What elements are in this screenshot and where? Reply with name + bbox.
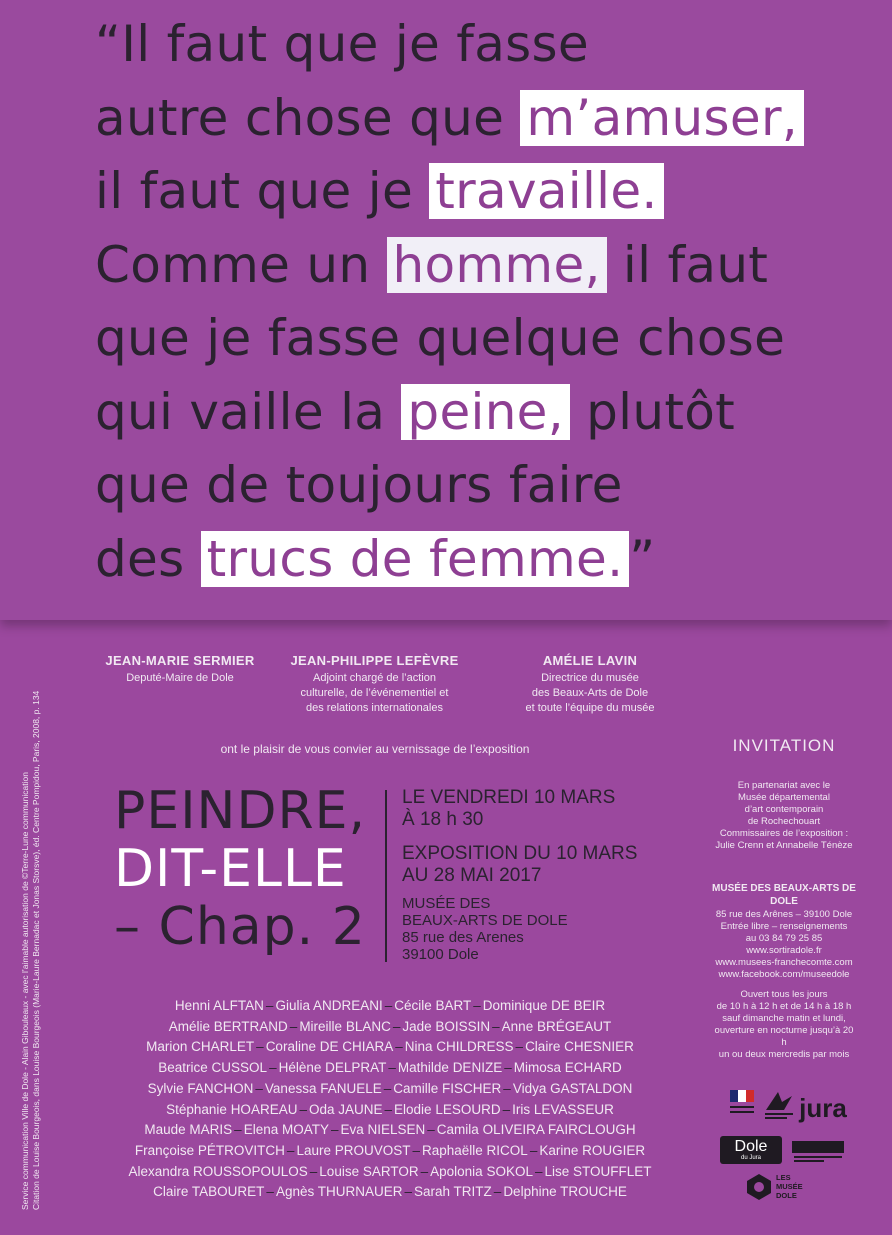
museum-info: 85 rue des Arênes – 39100 Dole xyxy=(715,909,853,920)
venue-line: MUSÉE DES xyxy=(402,895,491,912)
partner-line: Julie Crenn et Annabelle Ténèze xyxy=(715,840,853,851)
artist-last-name: PROUVOST xyxy=(334,1142,411,1158)
venue xyxy=(402,895,637,963)
artist-last-name: TABOURET xyxy=(191,1184,265,1200)
artist-last-name: ROUGIER xyxy=(582,1142,646,1158)
quote-segment: qui vaille la xyxy=(95,382,402,441)
quote-segment: il faut que je xyxy=(95,162,430,220)
artist-first-name: Iris xyxy=(512,1101,534,1117)
quote-segment: que je fasse quelque chose xyxy=(95,309,786,367)
musee-de-france-logo xyxy=(746,1173,772,1201)
quote-highlight: peine, xyxy=(401,384,570,440)
artist-first-name: Stéphanie xyxy=(166,1101,231,1117)
title-line: DIT-ELLE xyxy=(114,839,347,899)
opening-hours: sauf dimanche matin et lundi, xyxy=(722,1013,846,1024)
artist-separator: – xyxy=(309,1163,318,1179)
artist-first-name: Apolonia xyxy=(430,1163,487,1179)
artist-row xyxy=(80,1017,700,1038)
artist-first-name: Sarah xyxy=(414,1184,454,1200)
signatory-role: Directrice du musée xyxy=(541,672,639,684)
artist-last-name: CHESNIER xyxy=(564,1039,634,1055)
artist-last-name: CUSSOL xyxy=(211,1060,268,1076)
event-time: À 18 h 30 xyxy=(402,809,484,830)
artist-list xyxy=(80,996,700,1203)
quote-line xyxy=(95,229,804,303)
artist-first-name: Claire xyxy=(153,1184,192,1200)
artist-first-name: Camille xyxy=(393,1080,443,1096)
musees-logo-text: MUSÉE xyxy=(776,1181,803,1191)
artist-separator: – xyxy=(420,1163,429,1179)
quote-highlight: travaille. xyxy=(429,163,663,219)
artist-last-name: TROUCHE xyxy=(560,1184,627,1200)
artist-separator: – xyxy=(534,1163,543,1179)
artist-first-name: Sylvie xyxy=(147,1080,188,1096)
museum-link: www.musees-franchecomte.com xyxy=(715,957,853,968)
artist-first-name: Anne xyxy=(501,1018,537,1034)
artist-first-name: Agnès xyxy=(275,1184,318,1200)
artist-first-name: Jade xyxy=(402,1018,436,1034)
exhibition-dates: EXPOSITION DU 10 MARS xyxy=(402,843,638,864)
signatory-1 xyxy=(95,653,265,686)
artist-last-name: LEVASSEUR xyxy=(533,1101,614,1117)
artist-last-name: ALFTAN xyxy=(213,998,264,1013)
artist-separator: – xyxy=(395,1039,403,1055)
opening-hours: un ou deux mercredis par mois xyxy=(718,1049,850,1060)
artist-last-name: JAUNE xyxy=(338,1101,383,1117)
partner-line: En partenariat avec le xyxy=(737,780,831,791)
artist-separator: – xyxy=(493,1184,502,1200)
artist-last-name: SARTOR xyxy=(362,1163,419,1179)
signatory-2 xyxy=(287,653,462,716)
artist-last-name: FISCHER xyxy=(442,1080,502,1096)
artist-first-name: Mathilde xyxy=(397,1060,453,1076)
quote-segment: plutôt xyxy=(569,382,736,441)
artist-last-name: LESOURD xyxy=(435,1101,501,1117)
museum-label-logo xyxy=(790,1139,846,1163)
artist-last-name: BLANC xyxy=(345,1018,391,1034)
artist-separator: – xyxy=(289,1018,298,1034)
artist-last-name: ANDREANI xyxy=(312,998,383,1013)
artist-first-name: Eva xyxy=(340,1122,368,1138)
artist-first-name: Mireille xyxy=(299,1018,346,1034)
artist-last-name: NIELSEN xyxy=(367,1122,426,1138)
artist-first-name: Giulia xyxy=(275,998,313,1013)
quote-segment: des xyxy=(95,529,201,588)
artist-last-name: THURNAUER xyxy=(317,1184,403,1200)
invitation-heading: INVITATION xyxy=(732,736,836,755)
invitation-sidebar xyxy=(712,736,856,1061)
artist-first-name: Françoise xyxy=(134,1142,198,1158)
quote-highlight: trucs de femme. xyxy=(201,531,630,587)
artist-row xyxy=(80,1100,700,1121)
museum-link: www.facebook.com/museedole xyxy=(718,969,850,980)
artist-first-name: Amélie xyxy=(168,1018,214,1034)
artist-separator: – xyxy=(255,1080,263,1096)
artist-separator: – xyxy=(330,1122,339,1138)
artist-last-name: STOUFFLET xyxy=(573,1163,652,1179)
venue-line: 39100 Dole xyxy=(402,946,479,963)
artist-first-name: Henni xyxy=(174,998,214,1013)
artist-separator: – xyxy=(529,1142,538,1158)
artist-first-name: Vanessa xyxy=(264,1080,321,1096)
artist-last-name: DE CHIARA xyxy=(319,1039,394,1055)
quote-line xyxy=(95,449,804,523)
credits xyxy=(20,691,42,1210)
artist-last-name: BRÉGEAUT xyxy=(536,1018,612,1034)
signatory-name: JEAN-PHILIPPE LEFÈVRE xyxy=(290,653,459,668)
artist-last-name: DENIZE xyxy=(452,1060,503,1076)
artist-first-name: Coraline xyxy=(265,1039,320,1055)
artist-first-name: Louise xyxy=(319,1163,363,1179)
title-divider xyxy=(385,790,387,962)
artist-first-name: Cécile xyxy=(394,998,436,1013)
artist-last-name: CHARLET xyxy=(191,1039,255,1055)
artist-first-name: Hélène xyxy=(278,1060,326,1076)
artist-last-name: GASTALDON xyxy=(550,1080,633,1096)
artist-last-name: RICOL xyxy=(486,1142,528,1158)
artist-first-name: Vidya xyxy=(512,1080,551,1096)
musees-logo-text: DOLE xyxy=(776,1190,797,1200)
quote-highlight: homme, xyxy=(387,237,607,293)
artist-last-name: MOATY xyxy=(281,1122,329,1138)
artist-separator: – xyxy=(266,1184,274,1200)
artist-row xyxy=(80,996,700,1017)
jura-logo-text: jura xyxy=(799,1093,847,1123)
venue-line: BEAUX-ARTS DE DOLE xyxy=(402,912,568,929)
artist-first-name: Marion xyxy=(146,1039,192,1055)
quote-segment: que de toujours faire xyxy=(95,456,623,514)
artist-separator: – xyxy=(286,1142,295,1158)
opening-hours: Ouvert tous les jours xyxy=(740,989,828,1000)
credit-line: Citation de Louise Bourgeois, dans Louise Bourgeois (Marie-Laure Bernadac et Jonas Storsve), éd. Centre Pompidou, Paris, 2008, p. 134 xyxy=(31,690,41,1210)
artist-last-name: ROUSSOPOULOS xyxy=(193,1163,308,1179)
artist-row xyxy=(80,1037,700,1058)
signatory-role: des Beaux-Arts de Dole xyxy=(531,687,649,699)
artist-separator: – xyxy=(234,1122,242,1138)
quote-segment: il faut xyxy=(606,235,769,294)
artist-last-name: FANCHON xyxy=(187,1080,254,1096)
invitation-sentence: ont le plaisir de vous convier au vernissage de l’exposition xyxy=(220,742,530,756)
artist-row xyxy=(80,1058,700,1079)
partner-line: d’art contemporain xyxy=(744,804,824,815)
artist-separator: – xyxy=(388,1060,396,1076)
artist-separator: – xyxy=(256,1039,264,1055)
artist-row xyxy=(80,1120,700,1141)
signatory-name: AMÉLIE LAVIN xyxy=(542,653,638,668)
artist-last-name: CHILDRESS xyxy=(436,1039,514,1055)
venue-line: 85 rue des Arenes xyxy=(402,929,524,946)
artist-first-name: Camila xyxy=(436,1122,483,1138)
partner-line: Musée départemental xyxy=(738,792,830,803)
artist-last-name: TRITZ xyxy=(453,1184,492,1200)
artist-first-name: Oda xyxy=(308,1101,339,1117)
artist-first-name: Elena xyxy=(243,1122,282,1138)
artist-separator: – xyxy=(392,1018,401,1034)
artist-last-name: HOAREAU xyxy=(230,1101,298,1117)
artist-separator: – xyxy=(504,1060,512,1076)
artist-separator: – xyxy=(502,1101,511,1117)
artist-last-name: FANUELE xyxy=(320,1080,382,1096)
event-details xyxy=(402,787,637,963)
artist-last-name: MARIS xyxy=(189,1122,233,1138)
artist-row xyxy=(80,1141,700,1162)
artist-first-name: Alexandra xyxy=(128,1163,193,1179)
museum-info: Entrée libre – renseignements xyxy=(720,921,848,932)
artist-separator: – xyxy=(265,998,274,1013)
musees-dole-logo xyxy=(776,1170,822,1202)
museum-info: au 03 84 79 25 85 xyxy=(745,933,823,944)
quote-text xyxy=(95,8,804,596)
artist-last-name: DE BEIR xyxy=(551,998,606,1013)
artist-separator: – xyxy=(492,1018,500,1034)
artist-row xyxy=(80,1079,700,1100)
quote-line xyxy=(95,376,804,450)
artist-first-name: Laure xyxy=(296,1142,335,1158)
artist-first-name: Claire xyxy=(525,1039,565,1055)
artist-last-name: PÉTROVITCH xyxy=(197,1142,285,1158)
quote-line xyxy=(95,523,804,597)
artist-separator: – xyxy=(404,1184,413,1200)
artist-first-name: Nina xyxy=(404,1039,437,1055)
artist-separator: – xyxy=(473,998,481,1013)
jura-logo xyxy=(799,1086,847,1130)
artist-first-name: Maude xyxy=(144,1122,190,1138)
museum-link: www.sortiradole.fr xyxy=(746,945,822,956)
dole-logo-subtext: du Jura xyxy=(740,1154,761,1161)
quote-segment: ” xyxy=(629,529,656,588)
artist-separator: – xyxy=(412,1142,420,1158)
title-line: – Chap. 2 xyxy=(114,897,366,957)
artist-first-name: Raphaëlle xyxy=(422,1142,487,1158)
signatory-role: des relations internationales xyxy=(306,702,443,714)
artist-first-name: Lise xyxy=(544,1163,574,1179)
artist-last-name: BERTRAND xyxy=(213,1018,288,1034)
signatory-role: Adjoint chargé de l’action xyxy=(313,672,436,684)
credit-line: Service communication Ville de Dole - Alain Gibouleaux - avec l’aimable autorisation de ©Terre-Lune communication xyxy=(20,772,30,1210)
artist-first-name: Dominique xyxy=(482,998,552,1013)
artist-last-name: SOKOL xyxy=(486,1163,533,1179)
artist-last-name: ECHARD xyxy=(564,1060,622,1076)
artist-last-name: DELPRAT xyxy=(325,1060,387,1076)
artist-separator: – xyxy=(515,1039,524,1055)
artist-first-name: Elodie xyxy=(394,1101,436,1117)
artist-first-name: Delphine xyxy=(503,1184,561,1200)
partner-line: de Rochechouart xyxy=(747,816,821,827)
artist-separator: – xyxy=(503,1080,511,1096)
musees-logo-text: LES xyxy=(776,1172,791,1182)
quote-segment: Comme un xyxy=(95,235,387,294)
exhibition-dates: AU 28 MAI 2017 xyxy=(402,865,542,886)
quote-segment: “Il faut que je fasse xyxy=(95,15,589,73)
quote-line xyxy=(95,155,804,229)
artist-separator: – xyxy=(299,1101,307,1117)
artist-first-name: Beatrice xyxy=(158,1060,212,1076)
artist-first-name: Mimosa xyxy=(513,1060,565,1076)
artist-separator: – xyxy=(383,1080,392,1096)
museum-name: MUSÉE DES BEAUX-ARTS DE DOLE xyxy=(712,883,856,907)
quote-highlight: m’amuser, xyxy=(520,90,804,146)
exhibition-title xyxy=(114,782,366,956)
partner-line: Commissaires de l’exposition : xyxy=(719,828,849,839)
opening-hours: de 10 h à 12 h et de 14 h à 18 h xyxy=(716,1001,852,1012)
department-logo xyxy=(762,1088,796,1120)
artist-last-name: BART xyxy=(435,998,472,1013)
artist-separator: – xyxy=(384,998,393,1013)
artist-last-name: OLIVEIRA FAIRCLOUGH xyxy=(482,1122,636,1138)
dole-logo xyxy=(720,1136,782,1164)
event-date: LE VENDREDI 10 MARS xyxy=(402,787,616,808)
artist-last-name: BOISSIN xyxy=(435,1018,491,1034)
signatory-3 xyxy=(510,653,670,716)
title-line: PEINDRE, xyxy=(114,781,367,841)
signatory-role: et toute l’équipe du musée xyxy=(525,702,655,714)
quote-line xyxy=(95,82,804,156)
quote-line xyxy=(95,302,804,376)
republic-logo xyxy=(728,1088,756,1118)
artist-separator: – xyxy=(384,1101,393,1117)
dole-logo-text: Dole xyxy=(734,1137,768,1155)
signatory-role: culturelle, de l’événementiel et xyxy=(300,687,449,699)
signatory-name: JEAN-MARIE SERMIER xyxy=(105,653,255,668)
opening-hours: ouverture en nocturne jusqu’à 20 h xyxy=(714,1025,854,1048)
quote-line xyxy=(95,8,804,82)
signatory-role: Deputé-Maire de Dole xyxy=(126,672,234,684)
artist-row xyxy=(80,1182,700,1203)
artist-first-name: Karine xyxy=(539,1142,583,1158)
artist-separator: – xyxy=(269,1060,277,1076)
artist-separator: – xyxy=(427,1122,435,1138)
quote-segment: autre chose que xyxy=(95,88,521,147)
artist-row xyxy=(80,1162,700,1183)
